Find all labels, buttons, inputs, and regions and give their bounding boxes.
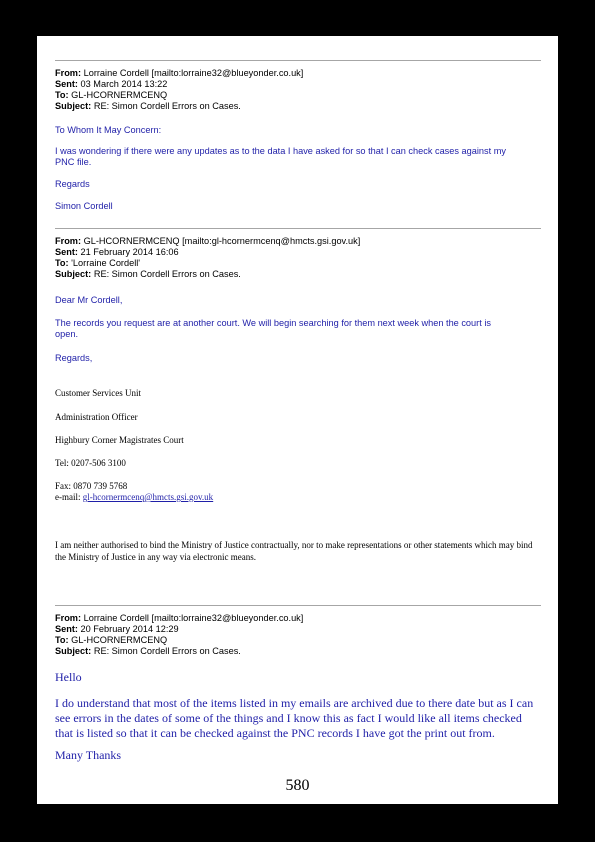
email2-sig-fax: Fax: 0870 739 5768 — [55, 481, 128, 491]
email2-sig-court: Highbury Corner Magistrates Court — [55, 435, 184, 445]
email3-closing: Many Thanks — [55, 748, 122, 762]
email2-sig-email-link[interactable]: gl-hcornermcenq@hmcts.gsi.gov.uk — [82, 492, 214, 502]
email3-body: I do understand that most of the items listed in my emails are archived due to there date but as I can see errors in the dates of some of the things and I know this as fact I would like all items checked that is listed so that it can be checked against the PNC records I have got the print out from. — [55, 696, 534, 740]
email2-subject: RE: Simon Cordell Errors on Cases. — [93, 269, 241, 279]
email2-disclaimer: I am neither authorised to bind the Ministry of Justice contractually, nor to make representations or other statements which may bind the Ministry of Justice in any way via electronic means. — [55, 540, 533, 562]
email-separator — [55, 228, 541, 229]
email2-body-line1: The records you request are at another court. We will begin searching for them next week when the court is — [55, 318, 491, 328]
email2-header: From: GL-HCORNERMCENQ [mailto:gl-hcornermcenq@hmcts.gsi.gov.uk] Sent: 21 February 2014 16:06 To: 'Lorraine Cordell' Subject: RE: Simon Cordell Errors on Cases. — [55, 236, 361, 279]
email-separator — [55, 60, 541, 61]
email1-from: Lorraine Cordell [mailto:lorraine32@blueyonder.co.uk] — [83, 68, 304, 78]
email1-sent: 03 March 2014 13:22 — [80, 79, 168, 89]
email2-sig-tel: Tel: 0207-506 3100 — [55, 458, 126, 468]
email2-from: GL-HCORNERMCENQ [mailto:gl-hcornermcenq@hmcts.gsi.gov.uk] — [83, 236, 361, 246]
email1-regards: Regards — [55, 179, 90, 189]
email1-header: From: Lorraine Cordell [mailto:lorraine32@blueyonder.co.uk] Sent: 03 March 2014 13:22 To: GL-HCORNERMCENQ Subject: RE: Simon Cordell Errors on Cases. — [55, 68, 304, 111]
email2-sent: 21 February 2014 16:06 — [80, 247, 179, 257]
email3-sent: 20 February 2014 12:29 — [80, 624, 179, 634]
email2-sig-role: Administration Officer — [55, 412, 138, 422]
email3-subject: RE: Simon Cordell Errors on Cases. — [93, 646, 241, 656]
document-page — [37, 36, 558, 804]
email1-greeting: To Whom It May Concern: — [55, 125, 162, 135]
email3-to: GL-HCORNERMCENQ — [71, 635, 168, 645]
email2-to: 'Lorraine Cordell' — [71, 258, 141, 268]
email1-body-line2: PNC file. — [55, 157, 92, 167]
email1-body-line1: I was wondering if there were any updates as to the data I have asked for so that I can check cases against my — [55, 146, 506, 156]
email-separator — [55, 605, 541, 606]
email2-regards: Regards, — [55, 353, 93, 363]
email3-from: Lorraine Cordell [mailto:lorraine32@blueyonder.co.uk] — [83, 613, 304, 623]
email1-signature: Simon Cordell — [55, 201, 113, 211]
email3-greeting: Hello — [55, 670, 82, 684]
email2-sig-unit: Customer Services Unit — [55, 388, 141, 398]
page-number: 580 — [285, 777, 310, 794]
email1-subject: RE: Simon Cordell Errors on Cases. — [93, 101, 241, 111]
email3-header: From: Lorraine Cordell [mailto:lorraine32@blueyonder.co.uk] Sent: 20 February 2014 12:29 To: GL-HCORNERMCENQ Subject: RE: Simon Cordell Errors on Cases. — [55, 613, 304, 656]
email2-sig-email-line: e-mail: gl-hcornermcenq@hmcts.gsi.gov.uk — [55, 492, 214, 502]
email2-body-line2: open. — [55, 329, 78, 339]
email2-greeting: Dear Mr Cordell, — [55, 295, 123, 305]
email1-to: GL-HCORNERMCENQ — [71, 90, 168, 100]
